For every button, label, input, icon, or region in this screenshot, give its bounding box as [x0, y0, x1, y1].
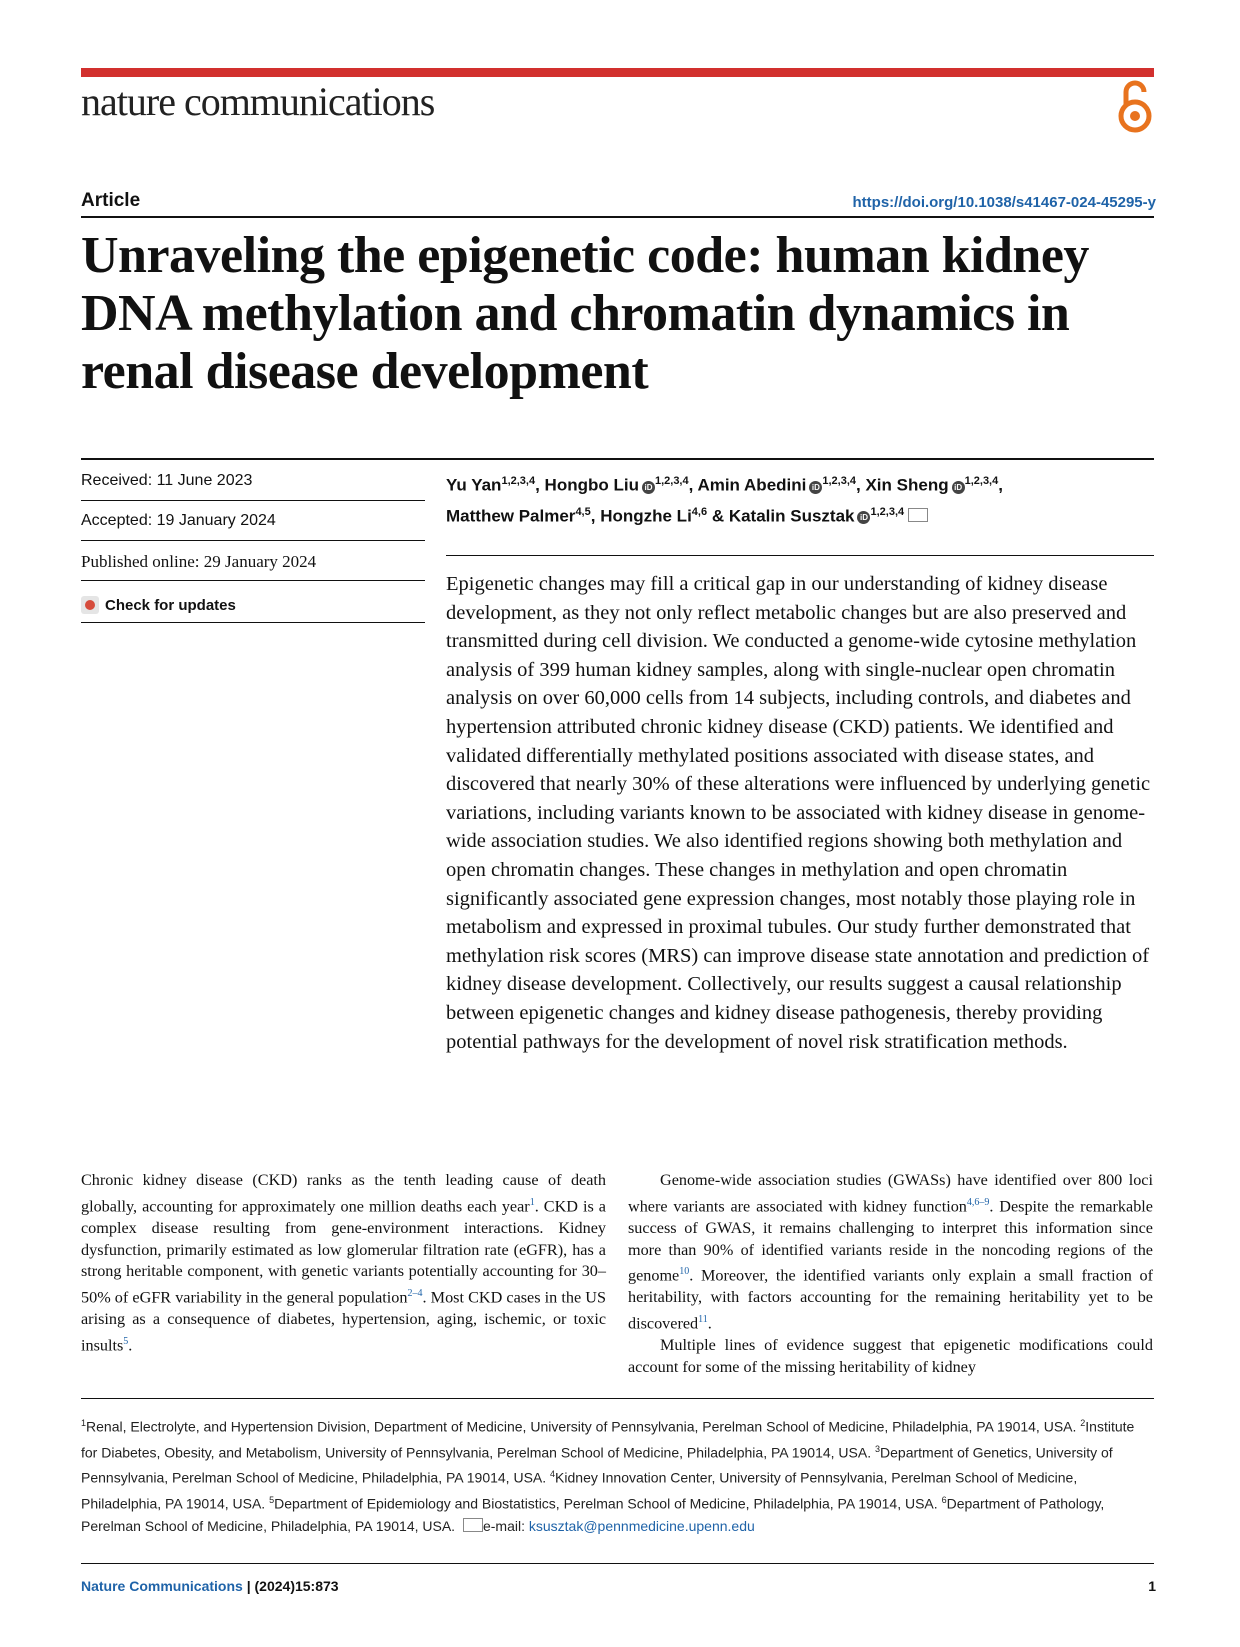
email-label: e-mail:	[482, 1517, 529, 1534]
author-name[interactable]: Yu Yan	[446, 475, 502, 495]
title-rule	[81, 216, 1154, 218]
divider	[81, 622, 425, 623]
author-affiliation-marks: 4,6	[691, 505, 708, 518]
author-name[interactable]: Hongzhe Li	[600, 506, 692, 526]
footer-citation	[81, 1578, 339, 1594]
email-envelope-icon	[463, 1518, 483, 1532]
article-type: Article	[81, 190, 141, 211]
divider	[81, 540, 425, 541]
affiliation-number: 4	[550, 1469, 556, 1480]
body-paragraph	[81, 1170, 606, 1357]
affiliations-rule	[81, 1398, 1154, 1399]
header-accent-bar	[81, 68, 1154, 77]
journal-name: nature communications	[81, 79, 435, 124]
author-affiliation-marks: 1,2,3,4	[822, 475, 857, 487]
author-separator: ,	[590, 506, 601, 526]
body-column-left	[81, 1170, 606, 1357]
check-updates-label: Check for updates	[105, 596, 236, 614]
page-number: 1	[1148, 1578, 1156, 1594]
author-affiliation-marks: 1,2,3,4	[870, 505, 905, 518]
author-separator: ,	[535, 475, 545, 495]
body-text: .	[128, 1336, 133, 1355]
author-name[interactable]: Matthew Palmer	[446, 506, 576, 526]
author-affiliation-marks: 4,5	[575, 505, 591, 518]
author-affiliation-marks: 1,2,3,4	[501, 475, 536, 487]
body-column-right	[628, 1170, 1153, 1379]
affiliation-number: 3	[875, 1443, 881, 1454]
author-separator: &	[707, 506, 729, 526]
doi-link[interactable]: https://doi.org/10.1038/s41467-024-45295-y	[852, 194, 1156, 211]
footer-rule	[81, 1563, 1154, 1564]
reference-link[interactable]: 4,6–9	[966, 1196, 990, 1208]
author-separator: ,	[998, 475, 1003, 495]
orcid-icon[interactable]: iD	[809, 481, 822, 494]
published-date: Published online: 29 January 2024	[81, 552, 317, 571]
footer-volume: | (2024)15:873	[242, 1578, 339, 1594]
body-text: . Moreover, the identified variants only explain a small fraction of heritability, with factors accounting for the remaining heritability yet to be discovered	[628, 1266, 1153, 1333]
body-text: . Most CKD cases in the US arising as a consequence of diabetes, hypertension, aging, ischemic, or toxic insults	[81, 1288, 606, 1355]
affiliation-text: Renal, Electrolyte, and Hypertension Division, Department of Medicine, University of Pennsylvania, Perelman School of Medicine, Philadelphia, PA 19014, USA.	[86, 1418, 1081, 1435]
reference-link[interactable]: 10	[679, 1266, 690, 1278]
received-date: Received: 11 June 2023	[81, 472, 253, 489]
affiliation-text: Kidney Innovation Center, University of Pennsylvania, Perelman School of Medicine, Philadelphia, PA 19014, USA.	[81, 1469, 1078, 1512]
body-paragraph: Multiple lines of evidence suggest that epigenetic modifications could account for some of the missing heritability of kidney	[628, 1336, 1153, 1376]
affiliation-number: 6	[941, 1494, 947, 1505]
check-updates-icon	[81, 596, 99, 614]
body-text: . Despite the remarkable success of GWAS, it remains challenging to interpret this information since more than 90% of identified variants reside in the noncoding regions of the genome	[628, 1197, 1153, 1285]
reference-link[interactable]: 2–4	[407, 1287, 423, 1299]
author-name[interactable]: Amin Abedini	[697, 475, 807, 495]
article-title: Unraveling the epigenetic code: human kidney DNA methylation and chromatin dynamics in renal disease development	[81, 227, 1089, 400]
reference-link[interactable]: 5	[123, 1335, 129, 1347]
divider	[81, 580, 425, 581]
author-name[interactable]: Hongbo Liu	[544, 475, 639, 495]
affiliation-text: Institute for Diabetes, Obesity, and Metabolism, University of Pennsylvania, Perelman School of Medicine, Philadelphia, PA 19014, USA.	[81, 1418, 1135, 1461]
footer-journal-link[interactable]: Nature Communications	[81, 1578, 243, 1594]
body-text: .	[707, 1314, 712, 1333]
author-name[interactable]: Xin Sheng	[865, 475, 949, 495]
author-list	[446, 468, 1146, 529]
check-updates-button[interactable]	[81, 596, 236, 614]
body-text: . CKD is a complex disease resulting from gene-environment interactions. Kidney dysfunction, primarily estimated as low glomerular filtration rate (eGFR), has a strong heritable component, with genetic variants potentially accounting for 30–50% of eGFR variability in the general population	[81, 1197, 606, 1307]
divider	[81, 500, 425, 501]
affiliation-number: 1	[81, 1418, 87, 1428]
affiliation-text: Department of Epidemiology and Biostatistics, Perelman School of Medicine, Philadelphia, PA 19014, USA.	[274, 1495, 942, 1512]
author-name[interactable]: Katalin Susztak	[728, 506, 855, 526]
author-separator: ,	[688, 475, 698, 495]
author-separator: ,	[856, 475, 866, 495]
reference-link[interactable]: 11	[698, 1314, 708, 1325]
body-text: Genome-wide association studies (GWASs) have identified over 800 loci where variants are associated with kidney function	[628, 1171, 1153, 1216]
body-paragraph	[628, 1170, 1153, 1335]
abstract: Epigenetic changes may fill a critical gap in our understanding of kidney disease development, as they not only reflect metabolic changes but are also preserved and transmitted during cell division. We conducted a genome-wide cytosine methylation analysis of 399 human kidney samples, along with single-nuclear open chromatin analysis on over 60,000 cells from 14 subjects, including controls, and diabetes and hypertension attributed chronic kidney disease (CKD) patients. We identified and validated differentially methylated positions associated with disease states, and discovered that nearly 30% of these alterations were influenced by underlying genetic variations, including variants known to be associated with kidney disease in genome-wide association studies. We also identified regions showing both methylation and open chromatin changes. These changes in methylation and open chromatin significantly associated gene expression changes, most notably those playing role in metabolism and expressed in proximal tubules. Our study further demonstrated that methylation risk scores (MRS) can improve disease state annotation and prediction of kidney disease development. Collectively, our results suggest a causal relationship between epigenetic changes and kidney disease pathogenesis, thereby providing potential pathways for the development of novel risk stratification methods.	[446, 573, 1151, 1053]
author-affiliation-marks: 1,2,3,4	[964, 475, 999, 487]
affiliations	[81, 1412, 1154, 1537]
affiliation-number: 5	[269, 1494, 275, 1505]
accepted-date: Accepted: 19 January 2024	[81, 512, 276, 529]
meta-rule	[81, 458, 1154, 460]
open-access-lock-icon	[1117, 78, 1153, 134]
orcid-icon[interactable]: iD	[952, 481, 965, 494]
reference-link[interactable]: 1	[529, 1196, 535, 1208]
author-affiliation-marks: 1,2,3,4	[654, 475, 689, 487]
orcid-icon[interactable]: iD	[857, 511, 870, 524]
body-text: Chronic kidney disease (CKD) ranks as the tenth leading cause of death globally, accounting for approximately one million deaths each year	[81, 1171, 606, 1216]
email-link[interactable]: ksusztak@pennmedicine.upenn.edu	[528, 1517, 755, 1534]
abstract-rule	[446, 555, 1154, 556]
orcid-icon[interactable]: iD	[642, 481, 655, 494]
affiliation-text: Department of Genetics, University of Pennsylvania, Perelman School of Medicine, Philadelphia, PA 19014, USA.	[81, 1444, 1113, 1486]
email-envelope-icon[interactable]	[908, 508, 928, 522]
affiliation-number: 2	[1080, 1418, 1086, 1428]
affiliation-text: Department of Pathology, Perelman School of Medicine, Philadelphia, PA 19014, USA.	[81, 1495, 1105, 1534]
